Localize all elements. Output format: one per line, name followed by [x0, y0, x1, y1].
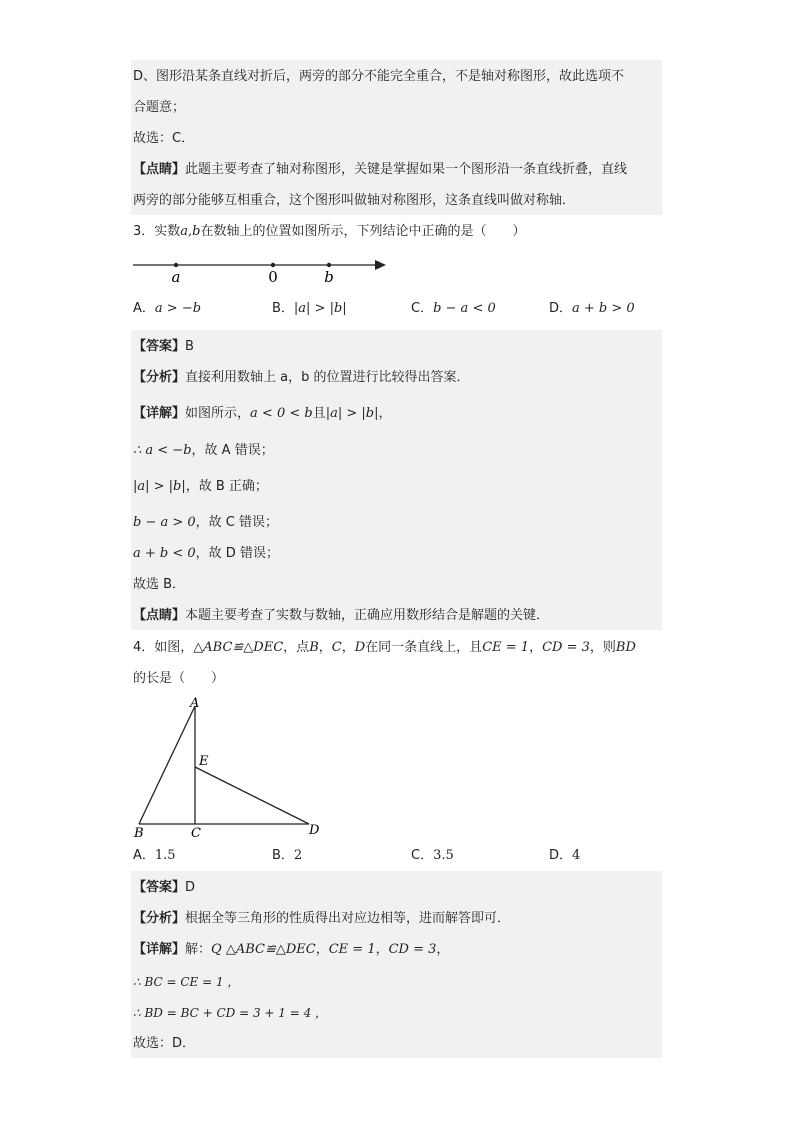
- detail-expr: Q △ABC≌△DEC: [211, 942, 316, 957]
- option-label: D．: [549, 848, 573, 863]
- option-expr: |a| > |b|: [293, 301, 347, 316]
- option-label: A．: [133, 848, 155, 863]
- prev-answer: 故选：C．: [133, 131, 195, 146]
- step-text: ，故 C 错误；: [195, 515, 279, 530]
- analysis-text: 根据全等三角形的性质得出对应边相等，进而解答即可．: [185, 911, 511, 926]
- prev-option-d-line2: 合题意；: [133, 100, 186, 115]
- point-b: B: [309, 640, 319, 655]
- step-text: ，故 D 错误；: [195, 546, 279, 561]
- detail-pre: 如图所示，: [185, 406, 251, 421]
- detail-post: ，: [378, 406, 392, 421]
- q3-option-d: [549, 300, 635, 318]
- option-label: C．: [411, 848, 434, 863]
- answer-label: 【答案】: [133, 339, 186, 354]
- label-a: a: [171, 268, 181, 284]
- option-label: C．: [411, 301, 434, 316]
- detail-ce: CE = 1: [328, 942, 376, 957]
- step-text: ，故 B 正确；: [185, 479, 268, 494]
- q3-detail: [133, 405, 391, 423]
- label-zero: 0: [268, 268, 278, 284]
- prev-option-d-line1: D、图形沿某条直线对折后，两旁的部分不能完全重合，不是轴对称图形，故此选项不: [133, 69, 625, 84]
- q3-stem-pre: 3．实数: [133, 224, 181, 239]
- detail-label: 【详解】: [133, 942, 186, 957]
- step-expr: ∴ a < −b: [133, 443, 192, 458]
- q3-stem-vars: a,b: [180, 224, 201, 239]
- vertex-e-label: E: [199, 754, 209, 769]
- option-expr: a + b > 0: [572, 301, 635, 316]
- option-value: 4: [572, 848, 581, 863]
- answer-label: 【答案】: [133, 880, 186, 895]
- step-expr: b − a > 0: [133, 515, 196, 530]
- point-b-dot: [327, 263, 331, 267]
- point-c: C: [331, 640, 342, 655]
- q4-option-a: [133, 847, 176, 865]
- detail-pre: 解：: [185, 942, 212, 957]
- vertex-d-label: D: [309, 823, 320, 838]
- number-line-figure: [130, 252, 390, 284]
- triangle-figure: [128, 694, 328, 844]
- detail-label: 【详解】: [133, 406, 186, 421]
- q4-stem-line2: 的长是（ ）: [133, 671, 225, 686]
- q4-stem-a: ，点: [283, 640, 310, 655]
- answer-value: D: [185, 880, 196, 895]
- vertex-b-label: B: [134, 826, 144, 841]
- prev-comment-line1: [133, 161, 627, 179]
- option-value: 3.5: [433, 848, 454, 863]
- separator: ，: [375, 942, 389, 957]
- q4-stem-c: ，则: [589, 640, 616, 655]
- q4-answer: [133, 879, 195, 897]
- q3-conclusion: 故选 B．: [133, 577, 186, 592]
- option-label: B．: [272, 301, 294, 316]
- q4-option-c: [411, 847, 454, 865]
- q3-comment: [133, 607, 549, 625]
- comment-text: 本题主要考查了实数与数轴，正确应用数形结合是解题的关键．: [185, 608, 550, 623]
- analysis-label: 【分析】: [133, 911, 186, 926]
- q3-option-a: [133, 300, 201, 318]
- q4-conclusion: 故选：D．: [133, 1036, 196, 1051]
- separator: ，: [315, 942, 329, 957]
- step-expr: |a| > |b|: [133, 479, 186, 494]
- option-label: A．: [133, 301, 155, 316]
- q4-step-1: ∴ BC = CE = 1 ，: [133, 975, 240, 989]
- comment-label: 【点睛】: [133, 608, 186, 623]
- q3-step-1: [133, 442, 274, 460]
- q3-option-b: [272, 300, 347, 318]
- analysis-text: 直接利用数轴上 a，b 的位置进行比较得出答案．: [185, 370, 470, 385]
- q4-step-2: ∴ BD = BC + CD = 3 + 1 = 4 ，: [133, 1006, 328, 1020]
- ce-equation: CE = 1: [482, 640, 530, 655]
- cd-equation: CD = 3: [542, 640, 590, 655]
- q4-detail: [133, 941, 449, 959]
- label-b: b: [324, 268, 334, 284]
- step-text: ，故 A 错误；: [191, 443, 274, 458]
- q4-stem-line1: [133, 639, 636, 657]
- q4-stem-b: 在同一条直线上，且: [365, 640, 483, 655]
- q3-option-c: [411, 300, 496, 318]
- q3-step-2: [133, 478, 268, 496]
- segment-ed: [195, 767, 309, 824]
- comment-label: 【点睛】: [133, 162, 186, 177]
- q4-stem-pre: 4．如图，: [133, 640, 194, 655]
- option-label: D．: [549, 301, 573, 316]
- separator: ，: [341, 640, 355, 655]
- separator: ，: [529, 640, 543, 655]
- number-line-arrow: [375, 260, 386, 270]
- q4-option-d: [549, 847, 580, 865]
- detail-cd: CD = 3: [388, 942, 437, 957]
- answer-value: B: [185, 339, 194, 354]
- q3-answer: [133, 338, 194, 356]
- option-expr: a > −b: [154, 301, 202, 316]
- q4-option-b: [272, 847, 302, 865]
- option-label: B．: [272, 848, 294, 863]
- point-a-dot: [174, 263, 178, 267]
- q3-stem-post: 在数轴上的位置如图所示，下列结论中正确的是（ ）: [200, 224, 526, 239]
- detail-expr1: a < 0 < b: [250, 406, 313, 421]
- bd-segment: BD: [615, 640, 636, 655]
- separator: ，: [318, 640, 332, 655]
- segment-ab: [139, 706, 195, 824]
- q3-step-4: [133, 545, 279, 563]
- q3-stem: [133, 223, 526, 241]
- detail-mid: 且: [312, 406, 326, 421]
- point-zero-dot: [271, 263, 275, 267]
- comment-text: 此题主要考查了轴对称图形，关键是掌握如果一个图形沿一条直线折叠，直线: [185, 162, 628, 177]
- prev-comment-line2: 两旁的部分能够互相重合，这个图形叫做轴对称图形，这条直线叫做对称轴．: [133, 193, 576, 208]
- q4-analysis: [133, 910, 510, 928]
- vertex-c-label: C: [191, 826, 201, 841]
- option-expr: b − a < 0: [433, 301, 496, 316]
- detail-expr2: |a| > |b|: [325, 406, 379, 421]
- step-expr: a + b < 0: [133, 546, 196, 561]
- q3-step-3: [133, 514, 278, 532]
- congruence-expr: △ABC≌△DEC: [193, 640, 284, 655]
- q3-analysis: [133, 369, 470, 387]
- point-d: D: [354, 640, 366, 655]
- option-value: 1.5: [154, 848, 176, 863]
- analysis-label: 【分析】: [133, 370, 186, 385]
- option-value: 2: [293, 848, 303, 863]
- vertex-a-label: A: [190, 696, 200, 711]
- detail-post: ，: [436, 942, 450, 957]
- q4-solution-shade: [131, 871, 662, 1058]
